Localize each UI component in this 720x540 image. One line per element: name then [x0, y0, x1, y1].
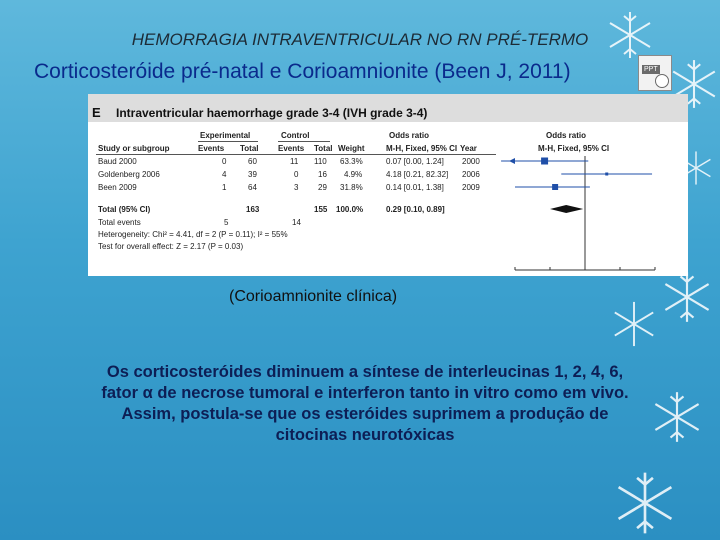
study-year: 2006	[462, 170, 480, 179]
divider	[278, 141, 330, 142]
overall-effect-text: Test for overall effect: Z = 2.17 (P = 0.03)	[98, 242, 244, 251]
download-icon	[655, 74, 669, 88]
study-year: 2009	[462, 183, 480, 192]
col-odds-ratio: Odds ratio	[389, 131, 430, 140]
ppt-file-icon[interactable]	[638, 55, 672, 91]
col-experimental: Experimental	[200, 131, 251, 140]
body-line: citocinas neurotóxicas	[275, 426, 455, 444]
slide-title: Corticosteróide pré-natal e Corioamnionite (Been J, 2011)	[34, 60, 571, 83]
heterogeneity-text: Heterogeneity: Chi² = 4.41, df = 2 (P = 0.11); I² = 55%	[98, 230, 288, 239]
divider	[198, 141, 258, 142]
study-c-events: 11	[290, 157, 299, 166]
ci-arrow	[509, 158, 515, 164]
forest-plot	[483, 152, 683, 276]
total-events-c: 14	[292, 218, 301, 227]
ppt-icon-label: PPT	[644, 66, 658, 73]
study-year: 2000	[462, 157, 480, 166]
body-line: fator α de necrose tumoral e interferon tanto in vitro como em vivo.	[101, 384, 629, 402]
col-method-plot: M-H, Fixed, 95% CI	[538, 144, 610, 153]
body-line: Assim, postula-se que os esteróides suprimem a produção de	[121, 405, 609, 423]
study-e-total: 64	[248, 183, 257, 192]
study-e-events: 0	[222, 157, 227, 166]
study-c-events: 3	[294, 183, 299, 192]
snowflake-icon	[612, 470, 678, 536]
caption-text: (Corioamnionite clínica)	[229, 288, 398, 305]
col-odds-ratio-plot: Odds ratio	[546, 131, 587, 140]
study-marker	[552, 184, 558, 190]
total-events-label: Total events	[98, 218, 141, 227]
study-name: Been 2009	[98, 183, 137, 192]
col-study: Study or subgroup	[98, 144, 170, 153]
study-weight: 63.3%	[340, 157, 363, 166]
study-c-total: 110	[314, 157, 327, 166]
total-events-e: 5	[224, 218, 229, 227]
study-weight: 4.9%	[344, 170, 363, 179]
body-line: Os corticosteróides diminuem a síntese de interleucinas 1, 2, 4, 6,	[106, 363, 624, 381]
total-weight: 100.0%	[336, 205, 364, 214]
col-year: Year	[460, 144, 477, 153]
snowflake-icon	[660, 270, 714, 324]
col-events-control: Events	[278, 144, 305, 153]
forest-plot-panel	[88, 94, 688, 276]
divider	[96, 154, 496, 155]
col-control: Control	[281, 131, 310, 140]
total-or: 0.29 [0.10, 0.89]	[386, 205, 445, 214]
study-marker	[541, 158, 548, 165]
study-or: 0.07 [0.00, 1.24]	[386, 157, 444, 166]
panel-title: Intraventricular haemorrhage grade 3-4 (IVH grade 3-4)	[116, 106, 428, 120]
study-or: 0.14 [0.01, 1.38]	[386, 183, 444, 192]
pooled-diamond	[550, 205, 583, 213]
study-name: Goldenberg 2006	[98, 170, 160, 179]
study-c-events: 0	[294, 170, 299, 179]
study-c-total: 29	[318, 183, 327, 192]
study-marker	[605, 173, 608, 176]
slide-header: HEMORRAGIA INTRAVENTRICULAR NO RN PRÉ-TERMO	[131, 30, 589, 49]
col-weight: Weight	[338, 144, 365, 153]
body-paragraph	[40, 362, 690, 446]
study-e-events: 1	[222, 183, 227, 192]
study-or: 4.18 [0.21, 82.32]	[386, 170, 449, 179]
col-method: M-H, Fixed, 95% CI	[386, 144, 458, 153]
total-e: 163	[246, 205, 260, 214]
snowflake-icon	[610, 300, 658, 348]
study-e-total: 60	[248, 157, 257, 166]
panel-letter: E	[92, 105, 101, 120]
study-c-total: 16	[318, 170, 327, 179]
col-total: Total	[240, 144, 259, 153]
col-total-control: Total	[314, 144, 333, 153]
study-name: Baud 2000	[98, 157, 137, 166]
study-weight: 31.8%	[340, 183, 363, 192]
study-e-total: 39	[248, 170, 257, 179]
study-e-events: 4	[222, 170, 227, 179]
col-events: Events	[198, 144, 225, 153]
total-c: 155	[314, 205, 328, 214]
total-label: Total (95% CI)	[98, 205, 151, 214]
